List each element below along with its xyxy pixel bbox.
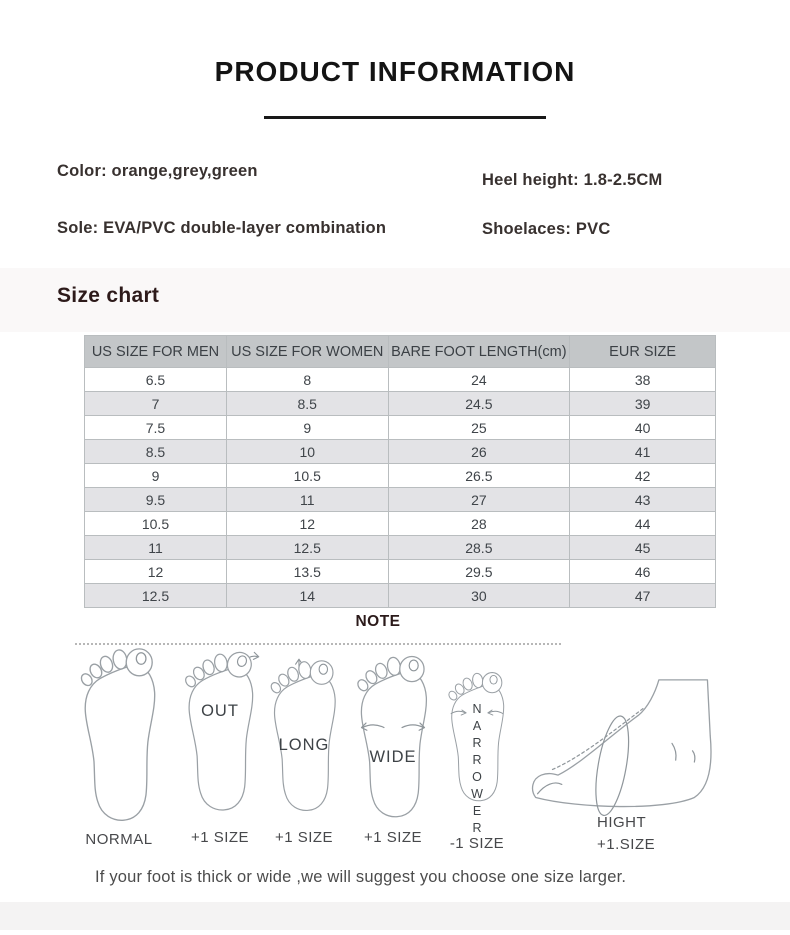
table-cell: 6.5 (85, 368, 227, 392)
foot-label-out: OUT (201, 702, 239, 720)
foot-caption-long: +1 SIZE (274, 829, 334, 846)
table-cell: 13.5 (226, 560, 388, 584)
foot-caption-normal: NORMAL (85, 831, 153, 848)
table-cell: 29.5 (388, 560, 570, 584)
table-cell: 25 (388, 416, 570, 440)
table-cell: 12 (226, 512, 388, 536)
note-heading: NOTE (355, 613, 401, 630)
foot-diagram-height (515, 678, 730, 818)
table-cell: 11 (85, 536, 227, 560)
table-row (85, 440, 716, 464)
table-cell: 7.5 (85, 416, 227, 440)
table-cell: 10 (226, 440, 388, 464)
footer-note: If your foot is thick or wide ,we will suggest you choose one size larger. (95, 868, 627, 886)
table-cell: 12.5 (85, 584, 227, 608)
table-row (85, 584, 716, 608)
table-row (85, 392, 716, 416)
table-cell: 10.5 (226, 464, 388, 488)
toe-alignment-dotted-line (75, 643, 561, 645)
table-cell: 14 (226, 584, 388, 608)
table-cell: 41 (570, 440, 716, 464)
foot-diagram-normal (66, 646, 172, 848)
size-chart-table (84, 335, 716, 608)
foot-caption-height-line1: HIGHT (597, 814, 647, 831)
size-table-body (85, 368, 716, 608)
foot-diagram-wide (347, 652, 439, 846)
table-cell: 43 (570, 488, 716, 512)
foot-diagram-out (176, 642, 264, 846)
table-cell: 26 (388, 440, 570, 464)
table-cell: 24.5 (388, 392, 570, 416)
column-header-foot-length: BARE FOOT LENGTH(cm) (388, 336, 570, 368)
table-cell: 8.5 (85, 440, 227, 464)
table-cell: 30 (388, 584, 570, 608)
foot-label-narrower: NARROWER (470, 702, 484, 838)
foot-diagram-narrower (438, 646, 516, 852)
table-cell: 47 (570, 584, 716, 608)
foot-top-view-icon (66, 646, 172, 824)
foot-top-view-icon (176, 642, 264, 822)
detail-heel-height: Heel height: 1.8-2.5CM (482, 171, 663, 189)
detail-sole: Sole: EVA/PVC double-layer combination (57, 219, 387, 237)
table-row (85, 368, 716, 392)
table-cell: 38 (570, 368, 716, 392)
table-cell: 10.5 (85, 512, 227, 536)
table-cell: 44 (570, 512, 716, 536)
foot-caption-out: +1 SIZE (190, 829, 250, 846)
foot-diagram-long (261, 650, 347, 846)
table-cell: 9 (226, 416, 388, 440)
table-cell: 24 (388, 368, 570, 392)
foot-side-view-icon (515, 678, 730, 818)
table-cell: 8.5 (226, 392, 388, 416)
column-header-us-women: US SIZE FOR WOMEN (226, 336, 388, 368)
table-cell: 9 (85, 464, 227, 488)
table-cell: 12 (85, 560, 227, 584)
detail-shoelaces: Shoelaces: PVC (482, 220, 611, 238)
table-cell: 27 (388, 488, 570, 512)
column-header-us-men: US SIZE FOR MEN (85, 336, 227, 368)
foot-caption-narrower: -1 SIZE (449, 835, 505, 852)
foot-label-wide: WIDE (369, 748, 417, 766)
table-cell: 40 (570, 416, 716, 440)
table-cell: 46 (570, 560, 716, 584)
foot-label-long: LONG (278, 736, 330, 754)
table-header-row (85, 336, 716, 368)
table-cell: 11 (226, 488, 388, 512)
page-title: PRODUCT INFORMATION (214, 56, 576, 87)
table-row (85, 488, 716, 512)
bottom-band (0, 902, 790, 930)
size-chart-heading: Size chart (57, 284, 160, 307)
foot-caption-height-line2: +1.SIZE (597, 835, 656, 853)
table-cell: 45 (570, 536, 716, 560)
table-cell: 9.5 (85, 488, 227, 512)
table-cell: 26.5 (388, 464, 570, 488)
table-cell: 12.5 (226, 536, 388, 560)
table-row (85, 536, 716, 560)
table-row (85, 464, 716, 488)
table-cell: 42 (570, 464, 716, 488)
column-header-eur: EUR SIZE (570, 336, 716, 368)
table-cell: 28 (388, 512, 570, 536)
table-cell: 7 (85, 392, 227, 416)
table-row (85, 416, 716, 440)
table-row (85, 560, 716, 584)
foot-caption-height (597, 812, 655, 856)
title-underline-divider (264, 116, 546, 119)
table-cell: 28.5 (388, 536, 570, 560)
table-cell: 39 (570, 392, 716, 416)
table-cell: 8 (226, 368, 388, 392)
table-row (85, 512, 716, 536)
foot-top-view-icon (348, 652, 438, 822)
detail-color: Color: orange,grey,green (57, 162, 258, 180)
foot-caption-wide: +1 SIZE (363, 829, 423, 846)
